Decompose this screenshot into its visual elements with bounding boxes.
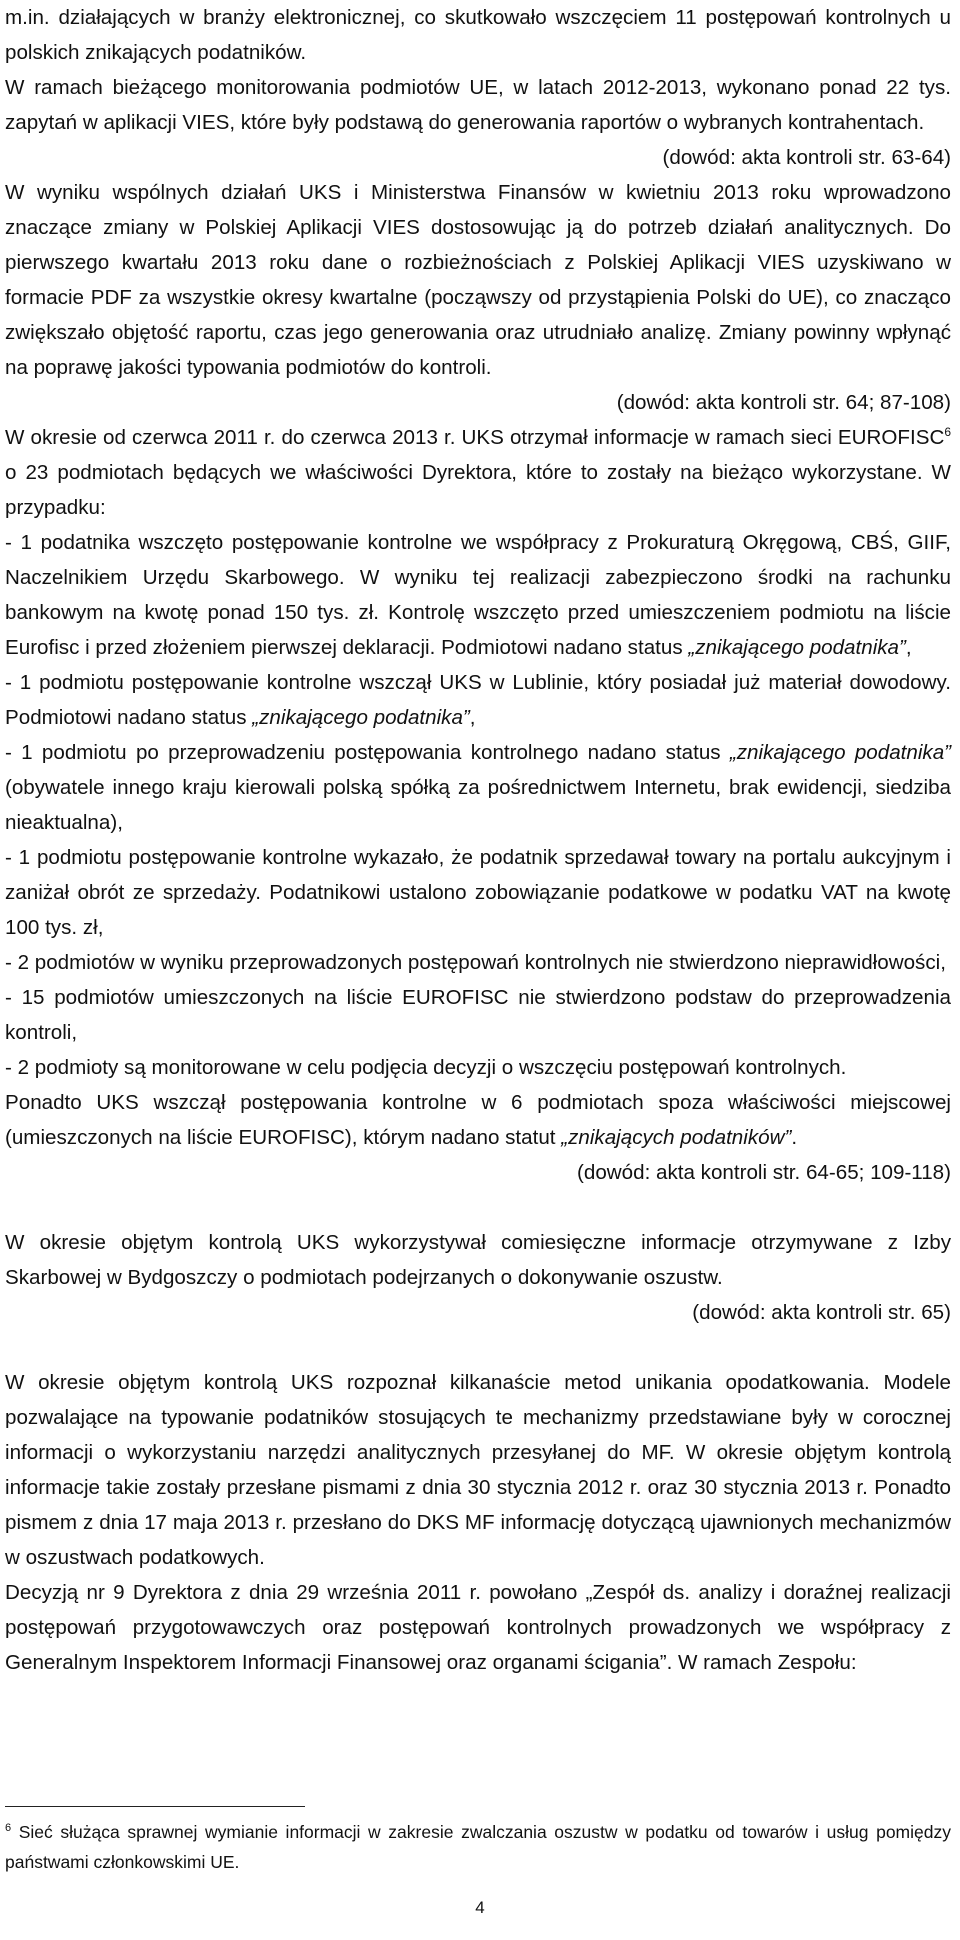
paragraph: W okresie objętym kontrolą UKS rozpoznał kilkanaście metod unikania opodatkowania. Modele pozwalające na typowanie podatników stosujących te mechanizmy przedstawiane były w corocznej informacji o wykorzystaniu narzędzi analitycznych przesyłanej do MF. W okresie objętym kontrolą informacje takie zostały przesłane pismami z dnia 30 stycznia 2012 r. oraz 30 stycznia 2013 r. Ponadto pismem z dnia 17 maja 2013 r. przesłano do DKS MF informację dotyczącą ujawnionych mechanizmów w oszustwach podatkowych.	[5, 1371, 951, 1569]
paragraph	[5, 1085, 951, 1155]
paragraph: W okresie objętym kontrolą UKS wykorzystywał comiesięczne informacje otrzymywane z Izby Skarbowej w Bydgoszczy o podmiotach podejrzanych o dokonywanie oszustw.	[5, 1231, 951, 1289]
page-body	[5, 0, 951, 1680]
text-run: ,	[469, 706, 476, 729]
paragraph: Decyzją nr 9 Dyrektora z dnia 29 września 2011 r. powołano „Zespół ds. analizy i doraźnej realizacji postępowań przygotowawczych oraz postępowań kontrolnych prowadzonych we współpracy z Generalnym Inspektorem Informacji Finansowej oraz organami ścigania”. W ramach Zespołu:	[5, 1581, 951, 1674]
spacer	[5, 1190, 951, 1225]
list-item: - 15 podmiotów umieszczonych na liście EUROFISC nie stwierdzono podstaw do przeprowadzenia kontroli,	[5, 986, 951, 1044]
text-run: (obywatele innego kraju kierowali polską spółką za pośrednictwem Internetu, brak ewidencji, siedziba nieaktualna),	[5, 776, 951, 834]
emphasis: „znikającego podatnika”	[729, 741, 952, 764]
text-run: .	[791, 1126, 798, 1149]
evidence-reference: (dowód: akta kontroli str. 64-65; 109-118)	[577, 1161, 951, 1184]
page-number: 4	[475, 1898, 485, 1917]
text-run: - 1 podmiotu postępowanie kontrolne wszczął UKS w Lublinie, który posiadał już materiał dowodowy. Podmiotowi nadano status	[5, 671, 951, 729]
paragraph: m.in. działających w branży elektronicznej, co skutkowało wszczęciem 11 postępowań kontrolnych u polskich znikających podatników.	[5, 6, 951, 64]
emphasis: „znikających podatników”	[561, 1126, 792, 1149]
list-item: - 2 podmiotów w wyniku przeprowadzonych postępowań kontrolnych nie stwierdzono nieprawidłowości,	[5, 951, 946, 974]
paragraph	[5, 420, 951, 525]
list-item	[5, 525, 951, 665]
text-run: Ponadto UKS wszczął postępowania kontrolne w 6 podmiotach spoza właściwości miejscowej (umieszczonych na liście EUROFISC), którym nadano statut	[5, 1091, 951, 1149]
paragraph: W wyniku wspólnych działań UKS i Ministerstwa Finansów w kwietniu 2013 roku wprowadzono znaczące zmiany w Polskiej Aplikacji VIES dostosowując ją do potrzeb działań analitycznych. Do pierwszego kwartału 2013 roku dane o rozbieżnościach z Polskiej Aplikacji VIES uzyskiwano w formacie PDF za wszystkie okresy kwartalne (począwszy od przystąpienia Polski do UE), co znacząco zwiększało objętość raportu, czas jego generowania oraz utrudniało analizę. Zmiany powinny wpłynąć na poprawę jakości typowania podmiotów do kontroli.	[5, 181, 951, 379]
text-run: o 23 podmiotach będących we właściwości Dyrektora, które to zostały na bieżąco wykorzystane. W przypadku:	[5, 461, 951, 519]
emphasis: „znikającego podatnika”	[688, 636, 906, 659]
paragraph: W ramach bieżącego monitorowania podmiotów UE, w latach 2012-2013, wykonano ponad 22 tys. zapytań w aplikacji VIES, które były podstawą do generowania raportów o wybranych kontrahentach.	[5, 76, 951, 134]
footnote-separator	[5, 1806, 305, 1807]
footnote-number: 6	[5, 1822, 12, 1835]
footnote-marker: 6	[944, 425, 951, 440]
list-item	[5, 735, 951, 840]
list-item: - 2 podmioty są monitorowane w celu podjęcia decyzji o wszczęciu postępowań kontrolnych.	[5, 1056, 847, 1079]
text-run: ,	[905, 636, 912, 659]
evidence-reference: (dowód: akta kontroli str. 63-64)	[662, 146, 951, 169]
text-run: W okresie od czerwca 2011 r. do czerwca 2013 r. UKS otrzymał informacje w ramach sieci EUROFISC	[5, 426, 945, 449]
emphasis: „znikającego podatnika”	[252, 706, 470, 729]
text-run: - 1 podatnika wszczęto postępowanie kontrolne we współpracy z Prokuraturą Okręgową, CBŚ, GIIF, Naczelnikiem Urzędu Skarbowego. W wyniku tej realizacji zabezpieczono środki na rachunku bankowym na kwotę ponad 150 tys. zł. Kontrolę wszczęto przed umieszczeniem podmiotu na liście Eurofisc i przed złożeniem pierwszej deklaracji. Podmiotowi nadano status	[5, 531, 951, 659]
text-run: - 1 podmiotu po przeprowadzeniu postępowania kontrolnego nadano status	[5, 741, 730, 764]
footnote	[5, 1817, 951, 1877]
list-item: - 1 podmiotu postępowanie kontrolne wykazało, że podatnik sprzedawał towary na portalu aukcyjnym i zaniżał obrót ze sprzedaży. Podatnikowi ustalono zobowiązanie podatkowe w podatku VAT na kwotę 100 tys. zł,	[5, 846, 951, 939]
list-item	[5, 665, 951, 735]
footnote-text: Sieć służąca sprawnej wymianie informacji w zakresie zwalczania oszustw w podatku od towarów i usług pomiędzy państwami członkowskimi UE.	[5, 1822, 951, 1872]
spacer	[5, 1330, 951, 1365]
evidence-reference: (dowód: akta kontroli str. 65)	[692, 1301, 951, 1324]
evidence-reference: (dowód: akta kontroli str. 64; 87-108)	[616, 391, 951, 414]
